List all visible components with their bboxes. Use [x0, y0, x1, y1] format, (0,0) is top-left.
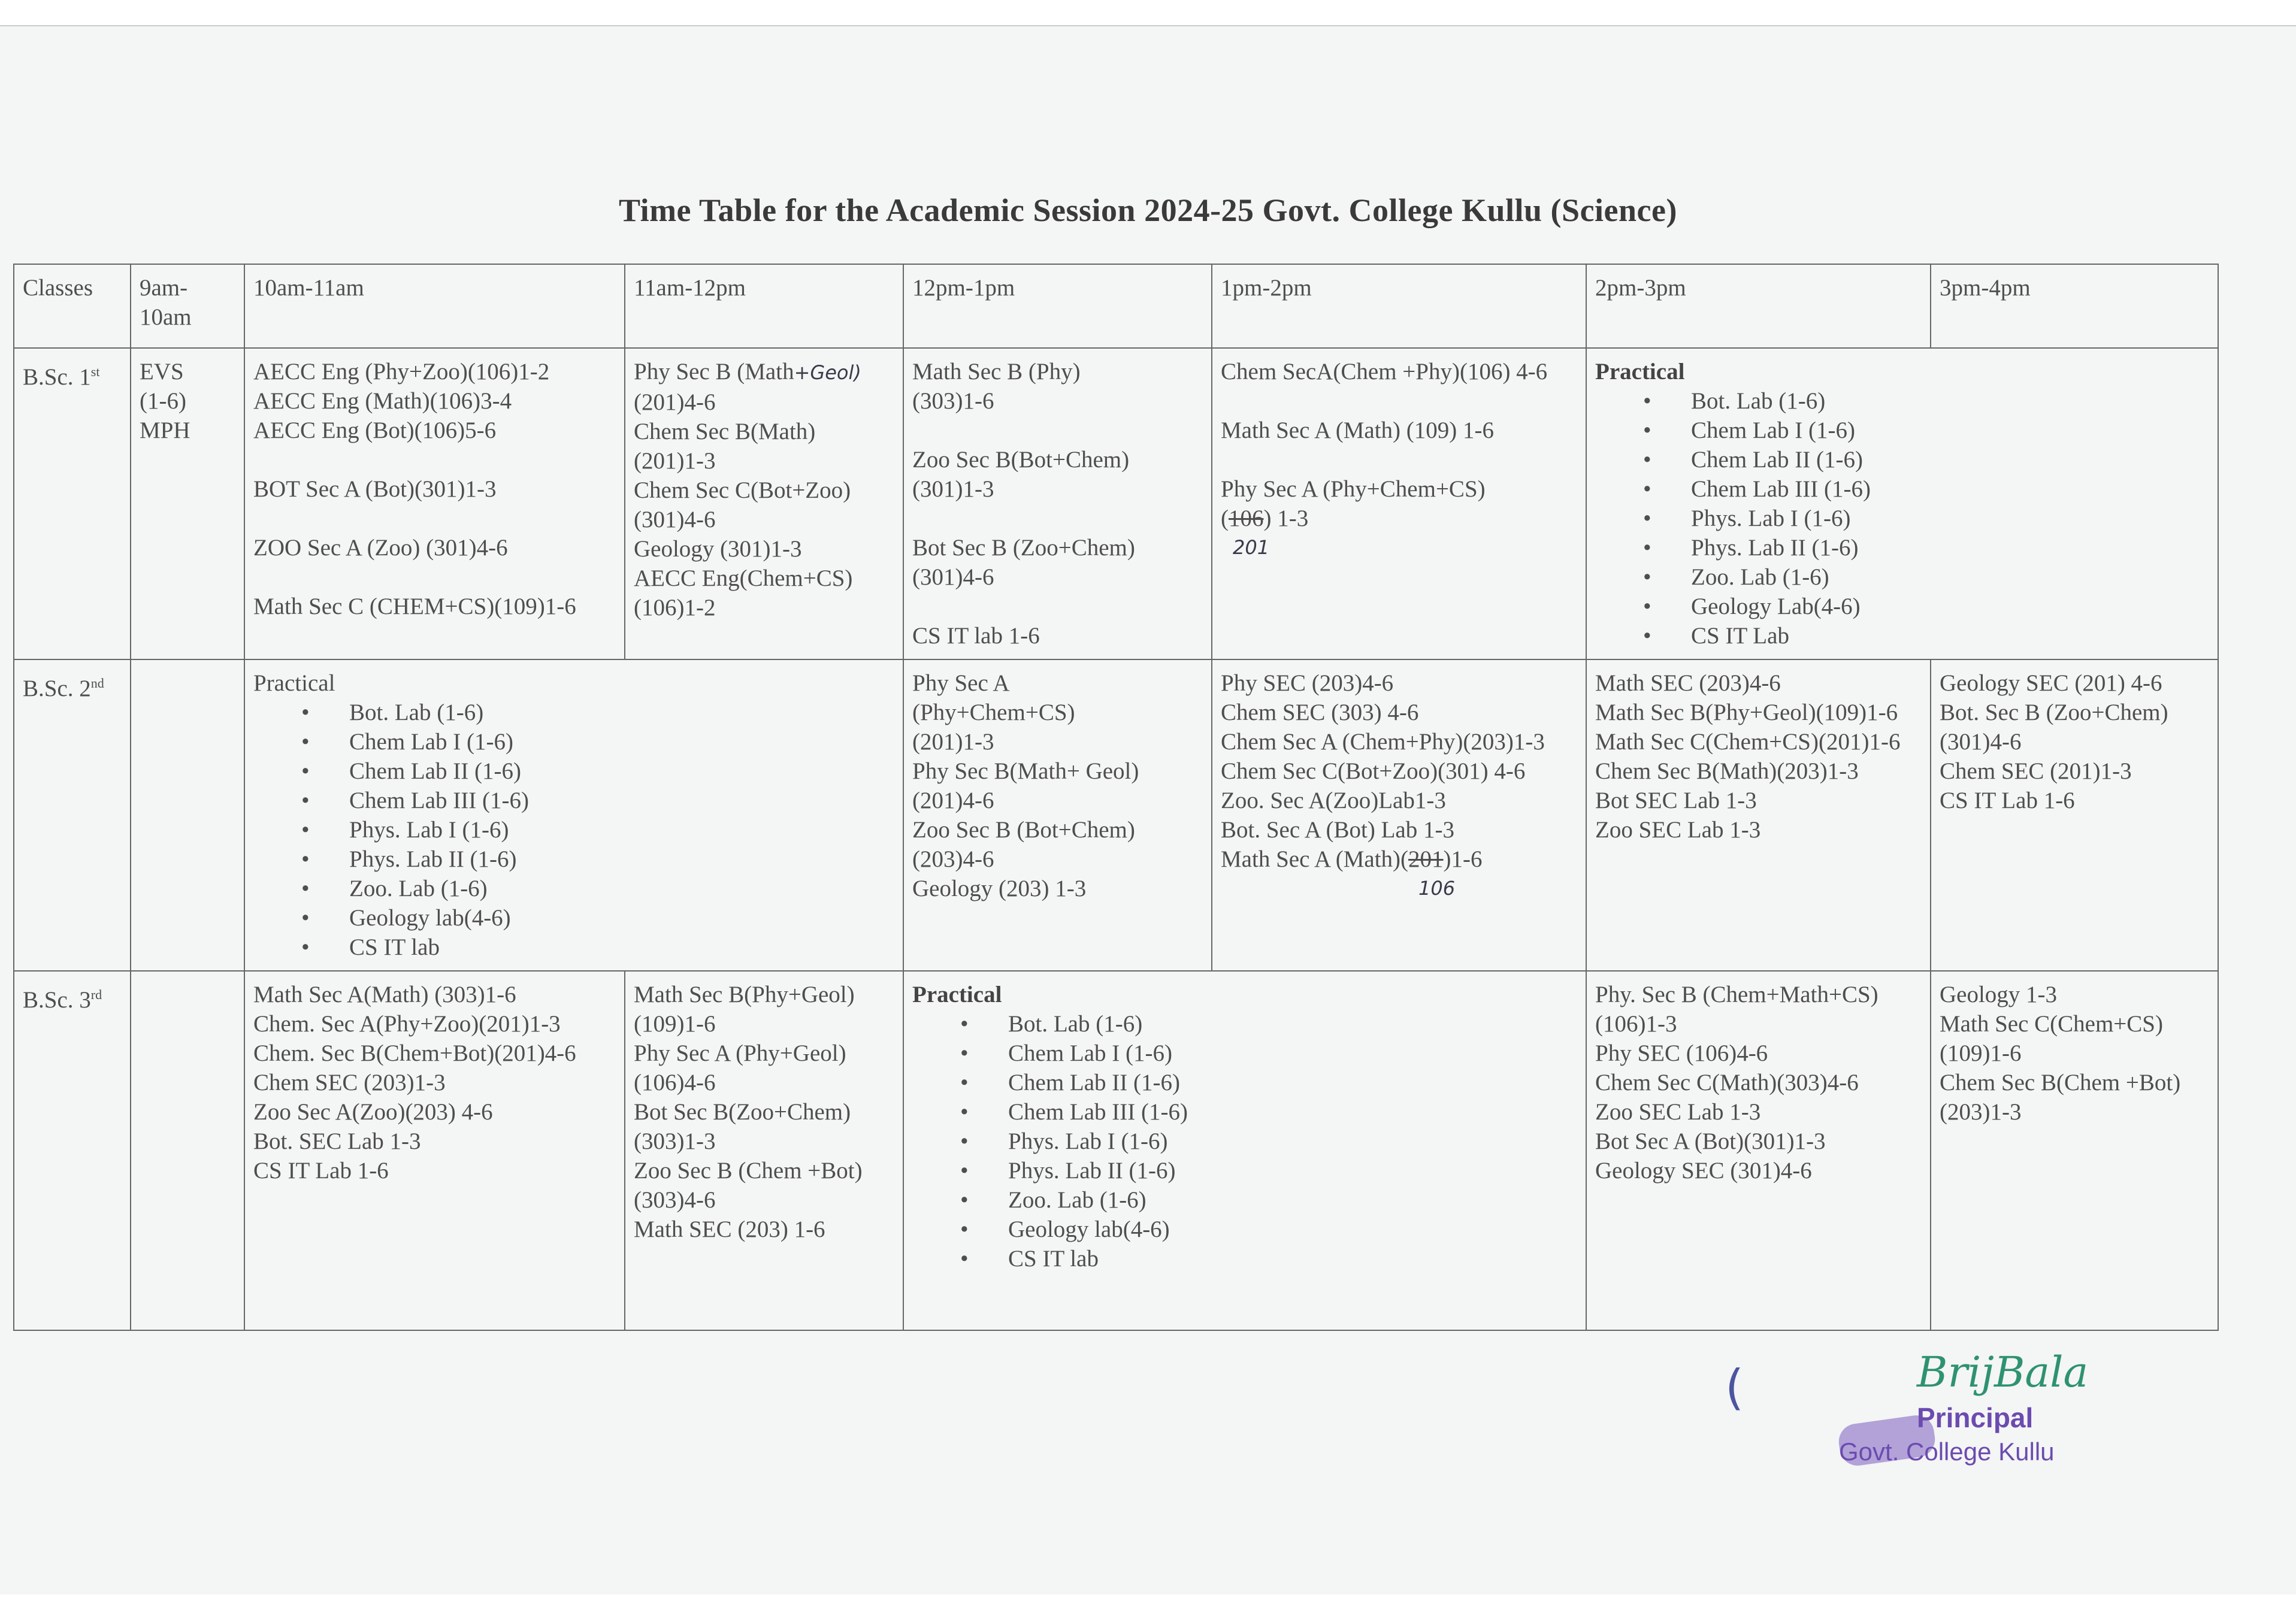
cell-10am: AECC Eng (Phy+Zoo)(106)1-2 AECC Eng (Math)(106)3-4 AECC Eng (Bot)(106)5-6 BOT Sec A (Bot)(301)1-3 ZOO Sec A (Zoo) (301)4-6 Math Sec C (CHEM+CS)(109)1-6: [244, 348, 625, 659]
header-cell: 3pm-4pm: [1931, 264, 2218, 348]
cell-2pm: Phy. Sec B (Chem+Math+CS) (106)1-3 Phy SEC (106)4-6 Chem Sec C(Math)(303)4-6 Zoo SEC Lab 1-3 Bot Sec A (Bot)(301)1-3 Geology SEC (301)4-6: [1586, 971, 1931, 1330]
list-item: • Phys. Lab I (1-6): [960, 1127, 1577, 1156]
header-cell: Classes: [14, 264, 131, 348]
cell-10am-practical: Practical • Bot. Lab (1-6) • Chem Lab I (1-6) • Chem Lab II (1-6) • Chem Lab III (1-6) • Phys. Lab I (1-6) • Phys. Lab II (1-6) • Zoo. Lab (1-6) • Geology lab(4-6) • CS IT lab: [244, 659, 903, 971]
header-cell: 2pm-3pm: [1586, 264, 1931, 348]
class-cell: B.Sc. 3rd: [14, 971, 131, 1330]
list-item: • Bot. Lab (1-6): [960, 1009, 1577, 1039]
cell-2pm: Math SEC (203)4-6 Math Sec B(Phy+Geol)(109)1-6 Math Sec C(Chem+CS)(201)1-6 Chem Sec B(Math)(203)1-3 Bot SEC Lab 1-3 Zoo SEC Lab 1-3: [1586, 659, 1931, 971]
cell-9am: [131, 971, 244, 1330]
list-item: • Phys. Lab II (1-6): [1643, 533, 2209, 562]
class-cell: B.Sc. 2nd: [14, 659, 131, 971]
cell-10am: Math Sec A(Math) (303)1-6 Chem. Sec A(Phy+Zoo)(201)1-3 Chem. Sec B(Chem+Bot)(201)4-6 Chem SEC (203)1-3 Zoo Sec A(Zoo)(203) 4-6 Bot. SEC Lab 1-3 CS IT Lab 1-6: [244, 971, 625, 1330]
cell-11am: Phy Sec B (Math+Geol) (201)4-6 Chem Sec B(Math) (201)1-3 Chem Sec C(Bot+Zoo) (301)4-6 Geology (301)1-3 AECC Eng(Chem+CS) (106)1-2: [625, 348, 903, 659]
list-item: • Chem Lab II (1-6): [960, 1068, 1577, 1097]
pen-mark: (: [1725, 1360, 1744, 1415]
table-row-bsc3: [14, 971, 2218, 1330]
cell-12pm: Phy Sec A (Phy+Chem+CS) (201)1-3 Phy Sec B(Math+ Geol) (201)4-6 Zoo Sec B (Bot+Chem) (203)4-6 Geology (203) 1-3: [903, 659, 1212, 971]
list-item: • CS IT lab: [301, 933, 894, 962]
cell-line: EVS: [140, 359, 184, 385]
list-item: • Zoo. Lab (1-6): [301, 874, 894, 903]
cell-12pm-practical: Practical • Bot. Lab (1-6) • Chem Lab I (1-6) • Chem Lab II (1-6) • Chem Lab III (1-6) • Phys. Lab I (1-6) • Phys. Lab II (1-6) • Zoo. Lab (1-6) • Geology lab(4-6) • CS IT lab: [903, 971, 1586, 1330]
list-item: • CS IT lab: [960, 1244, 1577, 1273]
list-item: • Phys. Lab I (1-6): [301, 815, 894, 845]
header-cell: 11am-12pm: [625, 264, 903, 348]
cell-line: MPH: [140, 417, 190, 443]
cell-2pm-practical: Practical • Bot. Lab (1-6) • Chem Lab I (1-6) • Chem Lab II (1-6) • Chem Lab III (1-6) • Phys. Lab I (1-6) • Phys. Lab II (1-6) • Zoo. Lab (1-6) • Geology Lab(4-6) • CS IT Lab: [1586, 348, 2218, 659]
struck-text: 106: [1229, 506, 1264, 531]
list-item: • Geology Lab(4-6): [1643, 592, 2209, 621]
header-cell: 10am-11am: [244, 264, 625, 348]
stamp-line-1: Principal: [1917, 1402, 2034, 1433]
list-item: • CS IT Lab: [1643, 621, 2209, 650]
header-cell: 1pm-2pm: [1212, 264, 1586, 348]
timetable: [13, 264, 2219, 1331]
list-item: • Phys. Lab II (1-6): [960, 1156, 1577, 1185]
list-item: • Zoo. Lab (1-6): [1643, 562, 2209, 592]
page-bottom-edge: [0, 1594, 2296, 1610]
handwritten-correction: +Geol): [794, 361, 861, 384]
handwritten-correction: 201: [1233, 536, 1270, 559]
list-item: • Chem Lab II (1-6): [1643, 445, 2209, 474]
principal-signature: BrijBala: [1917, 1348, 2089, 1397]
principal-stamp: [1839, 1396, 2126, 1485]
cell-9am: [131, 659, 244, 971]
cell-3pm: Geology SEC (201) 4-6 Bot. Sec B (Zoo+Chem) (301)4-6 Chem SEC (201)1-3 CS IT Lab 1-6: [1931, 659, 2218, 971]
list-item: • Chem Lab III (1-6): [960, 1097, 1577, 1127]
cell-1pm: Chem SecA(Chem +Phy)(106) 4-6 Math Sec A (Math) (109) 1-6 Phy Sec A (Phy+Chem+CS) (106) 1-3 201: [1212, 348, 1586, 659]
list-item: • Zoo. Lab (1-6): [960, 1185, 1577, 1215]
list-item: • Chem Lab III (1-6): [1643, 474, 2209, 504]
class-cell: B.Sc. 1st: [14, 348, 131, 659]
cell-12pm: Math Sec B (Phy) (303)1-6 Zoo Sec B(Bot+Chem) (301)1-3 Bot Sec B (Zoo+Chem) (301)4-6 CS IT lab 1-6: [903, 348, 1212, 659]
list-item: • Chem Lab I (1-6): [301, 727, 894, 756]
list-item: • Phys. Lab I (1-6): [1643, 504, 2209, 533]
header-cell: 9am- 10am: [131, 264, 244, 348]
cell-11am: Math Sec B(Phy+Geol) (109)1-6 Phy Sec A (Phy+Geol) (106)4-6 Bot Sec B(Zoo+Chem) (303)1-3 Zoo Sec B (Chem +Bot) (303)4-6 Math SEC (203) 1-6: [625, 971, 903, 1330]
list-item: • Bot. Lab (1-6): [301, 698, 894, 727]
header-cell: 12pm-1pm: [903, 264, 1212, 348]
list-item: • Geology lab(4-6): [960, 1215, 1577, 1244]
list-item: • Chem Lab I (1-6): [960, 1039, 1577, 1068]
table-row-bsc1: [14, 348, 2218, 659]
cell-1pm: Phy SEC (203)4-6 Chem SEC (303) 4-6 Chem Sec A (Chem+Phy)(203)1-3 Chem Sec C(Bot+Zoo)(301) 4-6 Zoo. Sec A(Zoo)Lab1-3 Bot. Sec A (Bot) Lab 1-3 Math Sec A (Math)(201)1-6 106: [1212, 659, 1586, 971]
list-item: • Geology lab(4-6): [301, 903, 894, 933]
list-item: • Phys. Lab II (1-6): [301, 845, 894, 874]
cell-3pm: Geology 1-3 Math Sec C(Chem+CS) (109)1-6 Chem Sec B(Chem +Bot) (203)1-3: [1931, 971, 2218, 1330]
table-row-bsc2: [14, 659, 2218, 971]
list-item: • Chem Lab II (1-6): [301, 756, 894, 786]
handwritten-correction: 106: [1418, 877, 1456, 900]
cell-line: (1-6): [140, 388, 186, 414]
list-item: • Chem Lab I (1-6): [1643, 416, 2209, 445]
header-row: [14, 264, 2218, 348]
page-top-edge: [0, 0, 2296, 26]
struck-text: 201: [1408, 846, 1444, 872]
cell-9am: [131, 348, 244, 659]
list-item: • Bot. Lab (1-6): [1643, 386, 2209, 416]
document-title: Time Table for the Academic Session 2024-25 Govt. College Kullu (Science): [619, 192, 1677, 228]
list-item: • Chem Lab III (1-6): [301, 786, 894, 815]
stamp-line-2: Govt. College Kullu: [1839, 1438, 2055, 1466]
